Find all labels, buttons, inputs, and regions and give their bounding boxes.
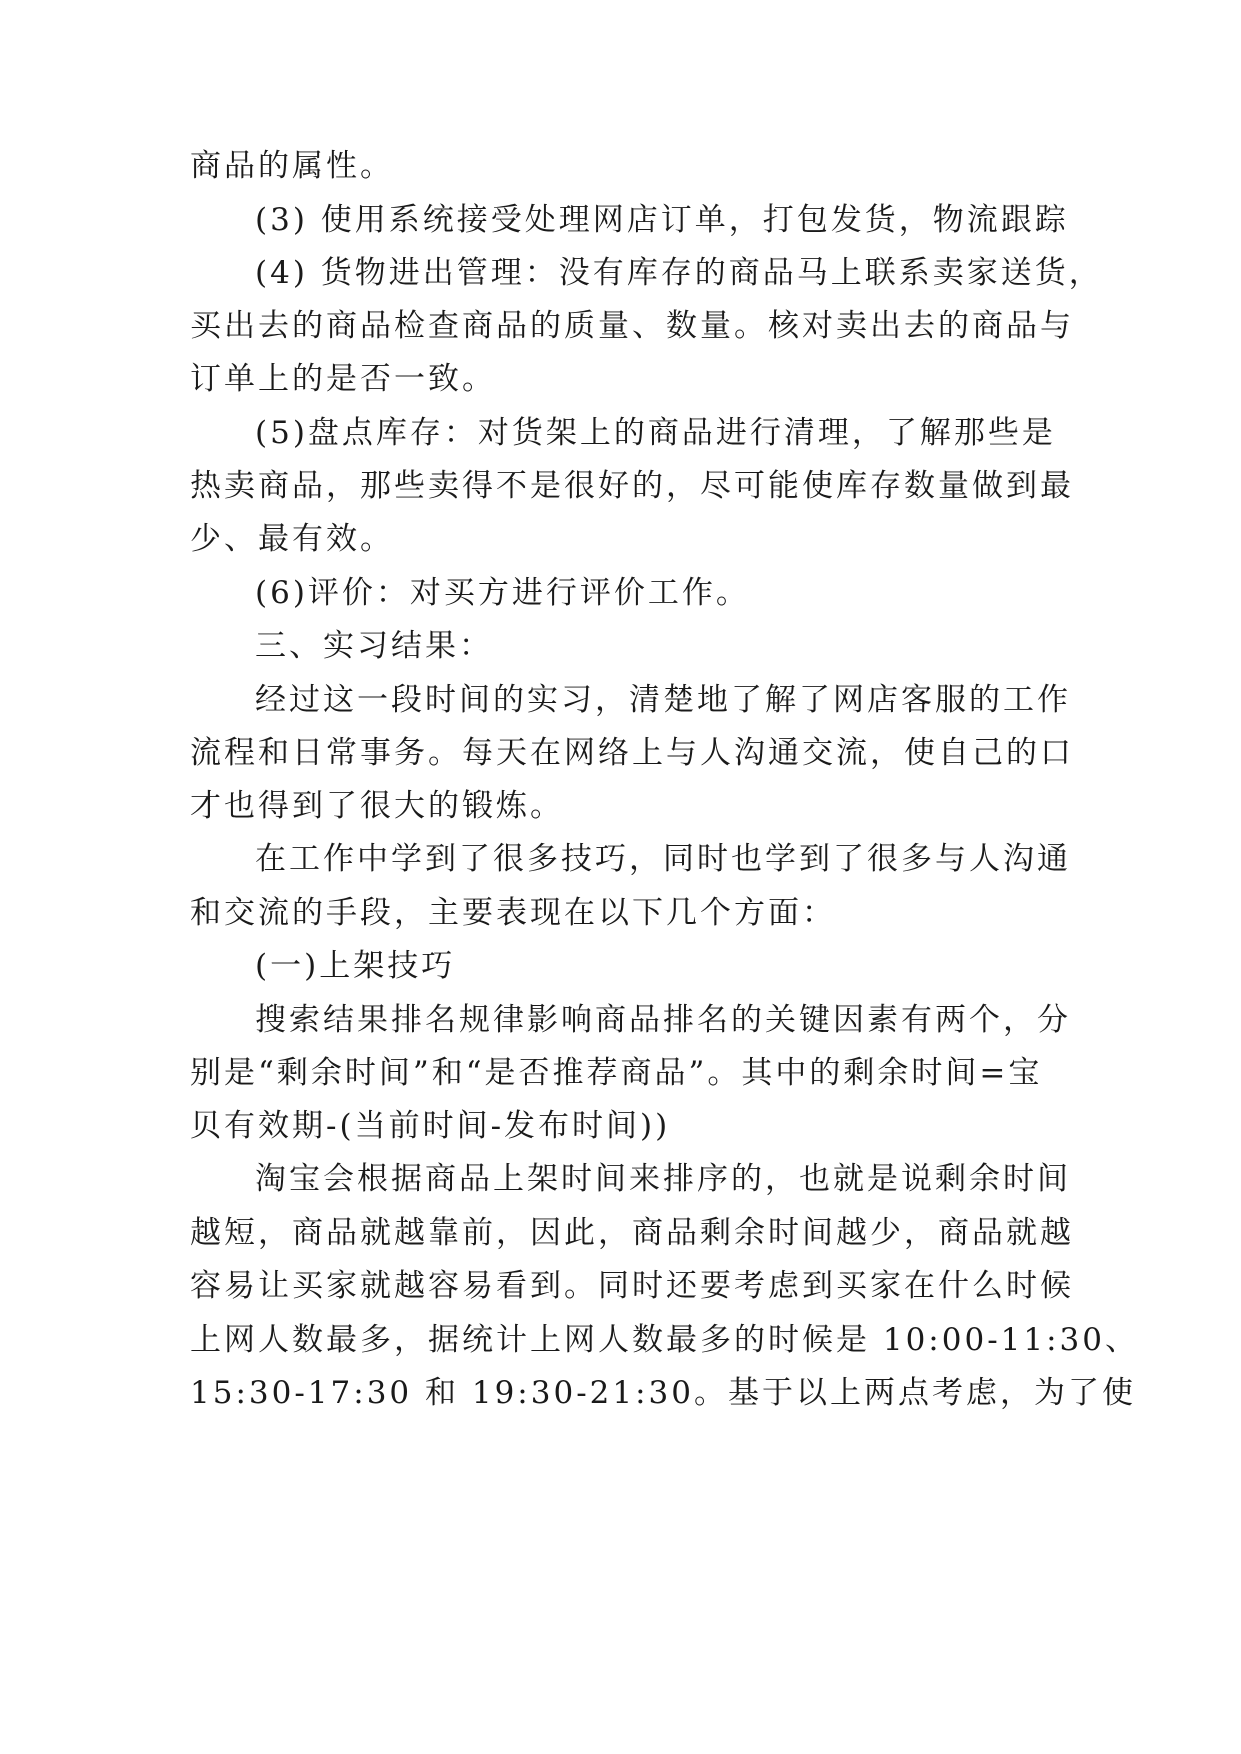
text-line-22: 容易让买家就越容易看到。同时还要考虑到买家在什么时候 [190,1268,1074,1304]
text-line-9: (6)评价：对买方进行评价工作。 [255,575,750,611]
text-line-14: 在工作中学到了很多技巧，同时也学到了很多与人沟通 [255,841,1071,877]
text-line-2: (3) 使用系统接受处理网店订单，打包发货，物流跟踪 [255,202,1069,238]
text-line-24: 15:30-17:30 和 19:30-21:30。基于以上两点考虑，为了使 [190,1375,1137,1411]
text-line-12: 流程和日常事务。每天在网络上与人沟通交流，使自己的口 [190,735,1074,771]
text-line-23: 上网人数最多，据统计上网人数最多的时候是 10:00-11:30、 [190,1322,1140,1358]
text-line-4: 买出去的商品检查商品的质量、数量。核对卖出去的商品与 [190,308,1074,344]
text-line-20: 淘宝会根据商品上架时间来排序的，也就是说剩余时间 [255,1161,1071,1197]
text-line-8: 少、最有效。 [190,521,394,557]
text-line-5: 订单上的是否一致。 [190,361,496,397]
text-line-7: 热卖商品，那些卖得不是很好的，尽可能使库存数量做到最 [190,468,1074,504]
text-line-10: 三、实习结果： [255,628,493,664]
text-line-15: 和交流的手段，主要表现在以下几个方面： [190,895,836,931]
text-line-13: 才也得到了很大的锻炼。 [190,788,564,824]
text-line-16: (一)上架技巧 [255,948,456,984]
text-line-3: (4) 货物进出管理：没有库存的商品马上联系卖家送货， [255,255,1103,291]
text-line-6: (5)盘点库存：对货架上的商品进行清理，了解那些是 [255,415,1056,451]
text-line-17: 搜索结果排名规律影响商品排名的关键因素有两个，分 [255,1002,1071,1038]
text-line-19: 贝有效期-(当前时间-发布时间)) [190,1108,671,1144]
text-line-11: 经过这一段时间的实习，清楚地了解了网店客服的工作 [255,682,1071,718]
text-line-18: 别是“剩余时间”和“是否推荐商品”。其中的剩余时间=宝 [190,1055,1043,1091]
text-line-21: 越短，商品就越靠前，因此，商品剩余时间越少，商品就越 [190,1215,1074,1251]
text-line-1: 商品的属性。 [190,148,394,184]
